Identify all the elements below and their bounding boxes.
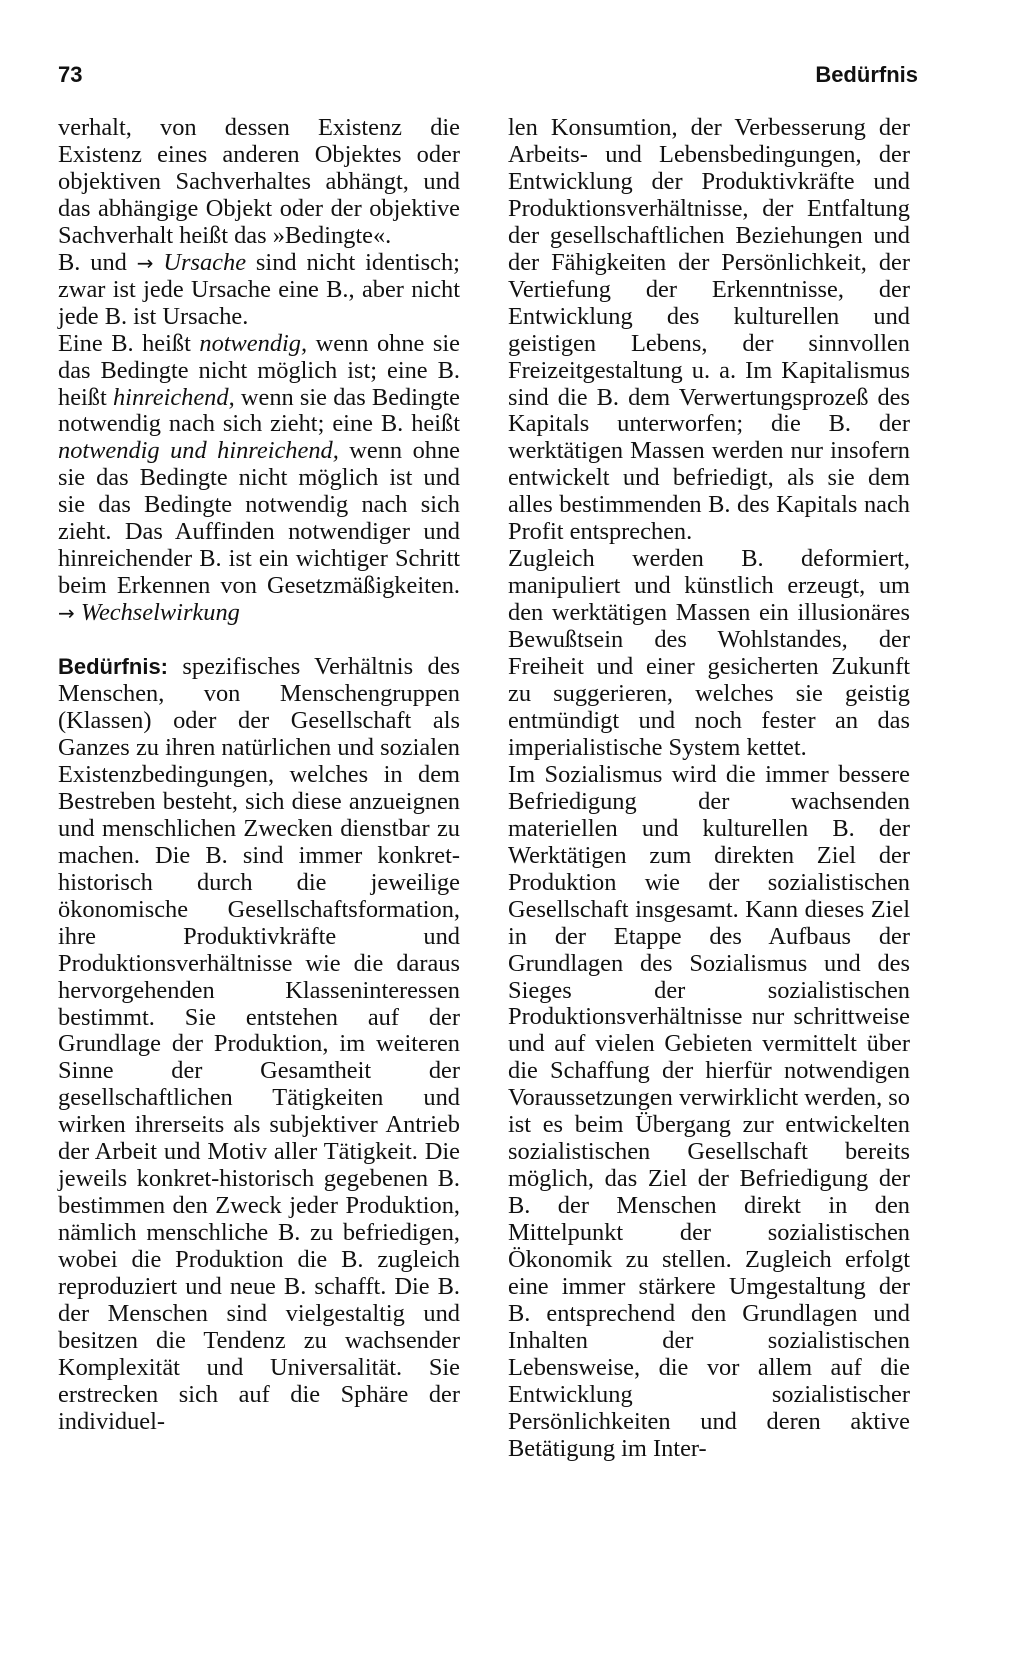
entry-beduerfnis [58, 654, 460, 1436]
term-notwendig: notwendig, [199, 329, 308, 357]
cross-reference-link[interactable]: Ursache [163, 248, 247, 276]
paragraph-definitions [58, 331, 460, 627]
running-head: Bedürfnis [815, 62, 918, 87]
term-hinreichend: hinreichend, [112, 383, 235, 411]
entry-spacer [58, 627, 460, 654]
text-fragment: Eine B. heißt [58, 329, 191, 357]
cross-reference-link[interactable]: Wechselwirkung [80, 599, 240, 627]
arrow-icon: → [136, 250, 154, 275]
paragraph-continuation: verhalt, von dessen Existenz die Existenz eines anderen Objektes oder objektiven Sachverhaltes abhängt, und das abhängige Objekt oder der objektive Sachverhalt heißt das »Bedingte«. [58, 114, 460, 249]
left-column [58, 115, 460, 1436]
right-column [508, 115, 910, 1463]
term-notwendig-und-hinreichend: notwendig und hinreichend, [58, 437, 339, 465]
text-fragment: B. und [58, 248, 127, 276]
paragraph-deformation: Zugleich werden B. deformiert, manipuliert und künstlich erzeugt, um den werktätigen Massen ein illusionäres Bewußtsein des Wohlstandes, der Freiheit und einer gesicherten Zukunft zu suggerieren, welches sie geistig entmündigt und noch fester an das imperialistische System kettet. [508, 545, 910, 761]
text-fragment: sind nicht identisch; zwar ist jede Ursache eine B., aber nicht jede B. ist Ursache. [58, 248, 460, 330]
page-number: 73 [58, 62, 83, 87]
paragraph-continuation: len Konsumtion, der Verbesserung der Arbeits- und Lebensbedingungen, der Entwicklung der Produktivkräfte und Produktionsverhältnisse, der Entfaltung der gesellschaftlichen Beziehungen und der Fähigkeiten der Persönlichkeit, der Vertiefung der Erkenntnisse, der Entwicklung des kulturellen und geistigen Lebens, der sinnvollen Freizeitgestaltung u. a. Im Kapitalismus sind die B. dem Verwertungsprozeß des Kapitals unterworfen; die B. der werktätigen Massen werden nur insofern entwickelt und befriedigt, als sie dem alles bestimmenden B. des Kapitals nach Profit entsprechen. [508, 114, 910, 546]
entry-headword: Bedürfnis: [58, 654, 168, 680]
text-fragment: wenn sie das Bedingte notwendig nach sich zieht; eine B. heißt [58, 383, 460, 438]
arrow-icon: → [58, 601, 75, 626]
paragraph-socialism: Im Sozialismus wird die immer bessere Befriedigung der wachsenden materiellen und kulturellen B. der Werktätigen zum direkten Ziel der Produktion wie der sozialistischen Gesellschaft insgesamt. Kann dieses Ziel in der Etappe des Aufbaus der Grundlagen des Sozialismus und des Sieges der sozialistischen Produktionsverhältnisse nur schrittweise und auf vielen Gebieten vermittelt über die Schaffung der hierfür notwendigen Voraussetzungen verwirklicht werden, so ist es beim Übergang zur entwickelten sozialistischen Gesellschaft bereits möglich, das Ziel der Befriedigung der B. der Menschen direkt in den Mittelpunkt der sozialistischen Ökonomik zu stellen. Zugleich erfolgt eine immer stärkere Umgestaltung der B. entsprechend den Grundlagen und Inhalten der sozialistischen Lebensweise, die vor allem auf die Entwicklung sozialistischer Persönlichkeiten und deren aktive Betätigung im Inter- [508, 760, 910, 1462]
paragraph-cause [58, 250, 460, 331]
text-fragment: wenn ohne sie das Bedingte nicht möglich ist und sie das Bedingte notwendig nach sich zieht. Das Auffinden notwendiger und hinreichender B. ist ein wichtiger Schritt beim Erkennen von Gesetzmäßigkeiten. [58, 437, 460, 600]
text-fragment: wenn ohne sie das Bedingte nicht möglich ist; eine B. heißt [58, 329, 460, 411]
entry-text: spezifisches Verhältnis des Menschen, von Menschengruppen (Klassen) oder der Gesellschaft als Ganzes zu ihren natürlichen und sozialen Existenzbedingungen, welches in dem Bestreben besteht, sich diese anzueignen und menschlichen Zwecken dienstbar zu machen. Die B. sind immer konkret-historisch durch die jeweilige ökonomische Gesellschaftsformation, ihre Produktivkräfte und Produktionsverhältnisse wie die daraus hervorgehenden Klasseninteressen bestimmt. Sie entstehen auf der Grundlage der Produktion, im weiteren Sinne der Gesamtheit der gesellschaftlichen Tätigkeiten und wirken ihrerseits als subjektiver Antrieb der Arbeit und Motiv aller Tätigkeit. Die jeweils konkret-historisch gegebenen B. bestimmen den Zweck jeder Produktion, nämlich menschliche B. zu befriedigen, wobei die Produktion die B. zugleich reproduziert und neue B. schafft. Die B. der Menschen sind vielgestaltig und besitzen die Tendenz zu wachsender Komplexität und Universalität. Sie erstrecken sich auf die Sphäre der individuel- [58, 653, 460, 1435]
